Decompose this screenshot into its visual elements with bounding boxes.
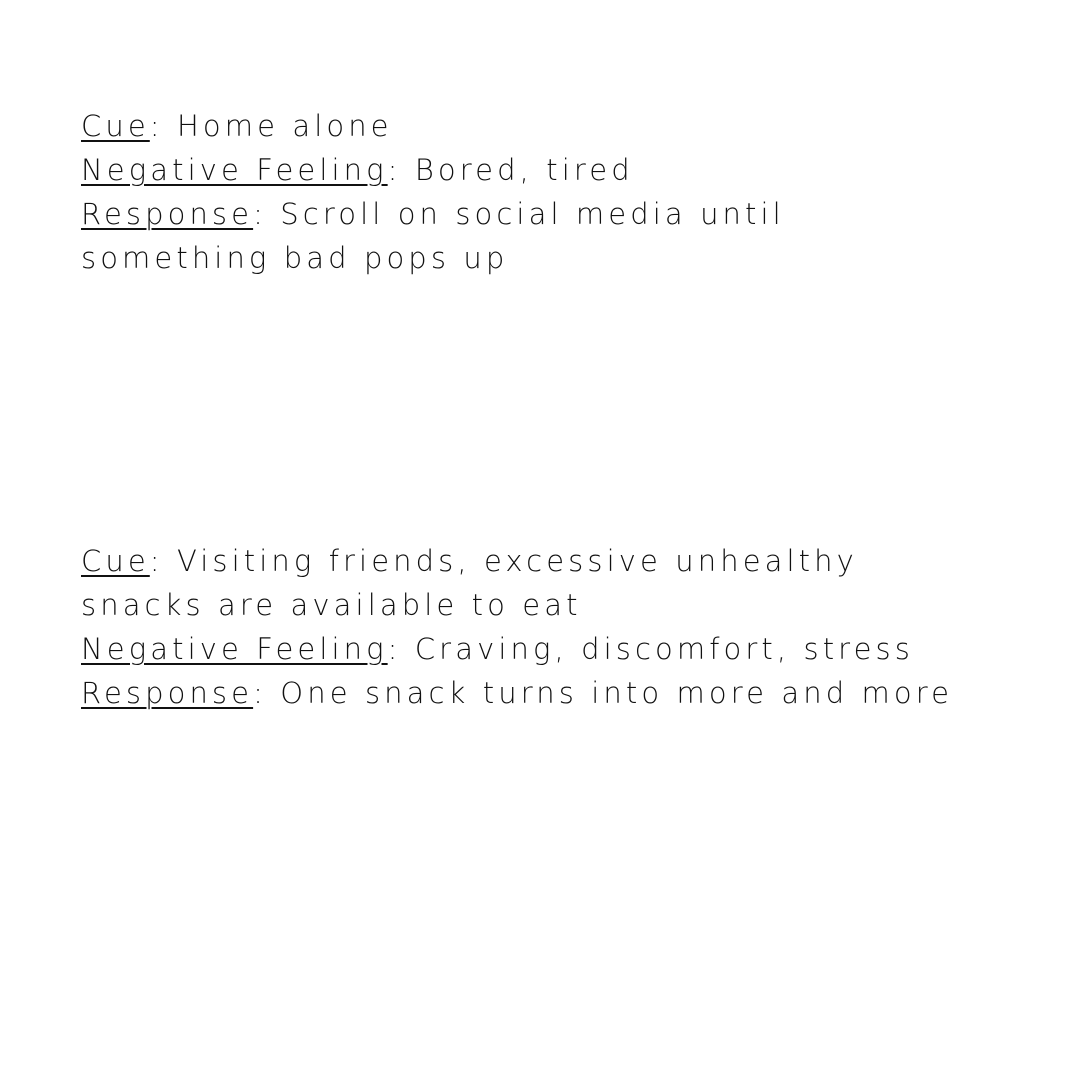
cue-label: Cue [81,544,150,578]
cue-value: : Visiting friends, excessive unhealthy snacks are available to eat [81,544,858,622]
negative-feeling-value: : Craving, discomfort, stress [387,632,914,666]
negative-feeling-label: Negative Feeling [81,632,388,666]
habit-block-visiting-friends [81,539,981,715]
cue-line [81,539,981,627]
response-line [81,192,981,280]
negative-feeling-line [81,148,981,192]
response-label: Response [81,676,254,710]
negative-feeling-label: Negative Feeling [81,153,388,187]
response-value: : Scroll on social media until something bad pops up [81,197,785,275]
negative-feeling-value: : Bored, tired [387,153,634,187]
cue-line [81,104,981,148]
response-value: : One snack turns into more and more [253,676,954,710]
response-line [81,671,981,715]
habit-block-home-alone [81,104,981,280]
negative-feeling-line [81,627,981,671]
response-label: Response [81,197,254,231]
cue-label: Cue [81,109,150,143]
cue-value: : Home alone [149,109,393,143]
